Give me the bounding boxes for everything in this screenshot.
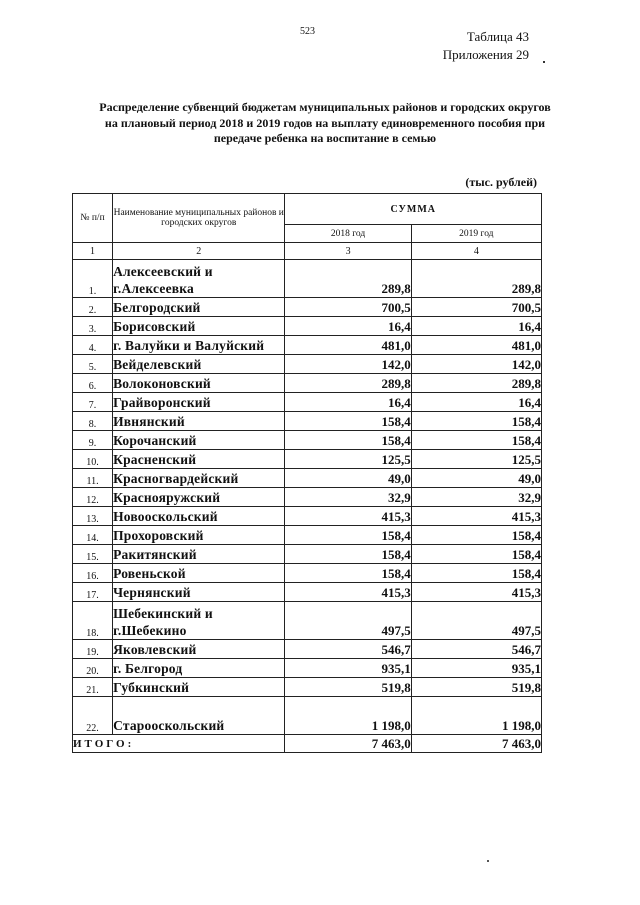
row-name: Белгородский (113, 298, 285, 317)
table-row (73, 583, 542, 602)
table-row (73, 355, 542, 374)
row-value-2019: 49,0 (411, 469, 541, 488)
row-value-2018: 289,8 (285, 260, 411, 298)
units-label: (тыс. рублей) (465, 175, 537, 189)
page-number: 523 (300, 26, 315, 37)
row-name: Чернянский (113, 583, 285, 602)
row-value-2019: 158,4 (411, 412, 541, 431)
row-value-2018: 289,8 (285, 374, 411, 393)
row-value-2018: 935,1 (285, 659, 411, 678)
row-value-2018: 158,4 (285, 431, 411, 450)
row-name: г. Валуйки и Валуйский (113, 336, 285, 355)
row-value-2018: 125,5 (285, 450, 411, 469)
row-number: 8. (73, 412, 113, 431)
row-number: 5. (73, 355, 113, 374)
index-cell: 4 (411, 243, 541, 260)
row-number: 11. (73, 469, 113, 488)
row-value-2018: 546,7 (285, 640, 411, 659)
row-number: 1. (73, 260, 113, 298)
table-row (73, 545, 542, 564)
header-sum: СУММА (285, 194, 542, 225)
scan-speck (487, 860, 489, 862)
row-value-2018: 32,9 (285, 488, 411, 507)
row-number: 9. (73, 431, 113, 450)
table-row (73, 507, 542, 526)
index-cell: 2 (113, 243, 285, 260)
row-value-2018: 16,4 (285, 393, 411, 412)
row-number: 12. (73, 488, 113, 507)
row-number: 14. (73, 526, 113, 545)
document-title (60, 100, 590, 147)
row-name: Вейделевский (113, 355, 285, 374)
table-row (73, 336, 542, 355)
row-value-2019: 16,4 (411, 317, 541, 336)
table-row (73, 488, 542, 507)
row-value-2018: 519,8 (285, 678, 411, 697)
row-value-2018: 16,4 (285, 317, 411, 336)
row-number: 2. (73, 298, 113, 317)
index-cell: 3 (285, 243, 411, 260)
table-number: Таблица 43 (466, 29, 529, 44)
row-value-2019: 546,7 (411, 640, 541, 659)
table-row (73, 374, 542, 393)
row-value-2019: 935,1 (411, 659, 541, 678)
total-label: ИТОГО: (73, 735, 285, 753)
row-value-2019: 700,5 (411, 298, 541, 317)
row-number: 13. (73, 507, 113, 526)
scan-speck (543, 61, 545, 63)
table-row (73, 640, 542, 659)
row-number: 16. (73, 564, 113, 583)
row-name: Волоконовский (113, 374, 285, 393)
table-row (73, 431, 542, 450)
appendix-label: Приложения 29 (442, 47, 529, 62)
row-name: Корочанский (113, 431, 285, 450)
row-value-2018: 142,0 (285, 355, 411, 374)
title-line-3: передаче ребенка на воспитание в семью (213, 131, 437, 145)
row-number: 15. (73, 545, 113, 564)
row-value-2018: 415,3 (285, 507, 411, 526)
row-value-2019: 158,4 (411, 431, 541, 450)
row-name: Шебекинский и г.Шебекино (113, 602, 285, 640)
row-value-2019: 289,8 (411, 260, 541, 298)
row-value-2018: 497,5 (285, 602, 411, 640)
row-name: Губкинский (113, 678, 285, 697)
table-row (73, 450, 542, 469)
row-value-2019: 142,0 (411, 355, 541, 374)
row-name: Ракитянский (113, 545, 285, 564)
row-value-2019: 1 198,0 (411, 697, 541, 735)
row-name: Прохоровский (113, 526, 285, 545)
total-row (73, 735, 542, 753)
row-value-2019: 16,4 (411, 393, 541, 412)
row-value-2018: 415,3 (285, 583, 411, 602)
row-number: 3. (73, 317, 113, 336)
row-name: Ивнянский (113, 412, 285, 431)
table-row (73, 659, 542, 678)
row-value-2019: 32,9 (411, 488, 541, 507)
row-value-2019: 415,3 (411, 507, 541, 526)
table-row (73, 602, 542, 640)
row-value-2018: 158,4 (285, 545, 411, 564)
header-2019: 2019 год (411, 225, 541, 243)
row-value-2018: 700,5 (285, 298, 411, 317)
row-number: 7. (73, 393, 113, 412)
row-value-2019: 125,5 (411, 450, 541, 469)
table-row (73, 697, 542, 735)
row-name: Борисовский (113, 317, 285, 336)
row-number: 10. (73, 450, 113, 469)
table-row (73, 469, 542, 488)
table-row (73, 260, 542, 298)
row-value-2018: 158,4 (285, 526, 411, 545)
row-number: 6. (73, 374, 113, 393)
total-2019: 7 463,0 (411, 735, 541, 753)
table-row (73, 317, 542, 336)
title-line-2: на плановый период 2018 и 2019 годов на выплату единовременного пособия при (104, 115, 546, 130)
row-name: Алексеевский и г.Алексеевка (113, 260, 285, 298)
row-value-2019: 158,4 (411, 564, 541, 583)
subvention-table (72, 193, 542, 753)
row-name: Новооскольский (113, 507, 285, 526)
table-row (73, 412, 542, 431)
title-line-1: Распределение субвенций бюджетам муниципальных районов и городских округов (99, 100, 551, 114)
header-name: Наименование муниципальных районов и городских округов (113, 194, 285, 243)
row-value-2019: 519,8 (411, 678, 541, 697)
table-body (73, 260, 542, 735)
row-number: 18. (73, 602, 113, 640)
row-number: 22. (73, 697, 113, 735)
row-value-2018: 158,4 (285, 412, 411, 431)
total-2018: 7 463,0 (285, 735, 411, 753)
row-number: 19. (73, 640, 113, 659)
table-row (73, 564, 542, 583)
row-name: Краснояружский (113, 488, 285, 507)
row-name: Старооскольский (113, 697, 285, 735)
row-number: 21. (73, 678, 113, 697)
row-value-2018: 1 198,0 (285, 697, 411, 735)
header-2018: 2018 год (285, 225, 411, 243)
row-number: 4. (73, 336, 113, 355)
row-value-2019: 158,4 (411, 545, 541, 564)
row-value-2019: 497,5 (411, 602, 541, 640)
row-value-2018: 158,4 (285, 564, 411, 583)
row-number: 17. (73, 583, 113, 602)
table-row (73, 393, 542, 412)
row-value-2019: 158,4 (411, 526, 541, 545)
row-value-2018: 49,0 (285, 469, 411, 488)
row-value-2019: 481,0 (411, 336, 541, 355)
row-name: Ровеньской (113, 564, 285, 583)
table-row (73, 298, 542, 317)
header-number: № п/п (73, 194, 113, 243)
table-row (73, 526, 542, 545)
index-cell: 1 (73, 243, 113, 260)
table-row (73, 678, 542, 697)
row-value-2019: 415,3 (411, 583, 541, 602)
row-name: г. Белгород (113, 659, 285, 678)
row-name: Красненский (113, 450, 285, 469)
row-name: Грайворонский (113, 393, 285, 412)
row-number: 20. (73, 659, 113, 678)
row-name: Яковлевский (113, 640, 285, 659)
row-value-2019: 289,8 (411, 374, 541, 393)
row-value-2018: 481,0 (285, 336, 411, 355)
row-name: Красногвардейский (113, 469, 285, 488)
